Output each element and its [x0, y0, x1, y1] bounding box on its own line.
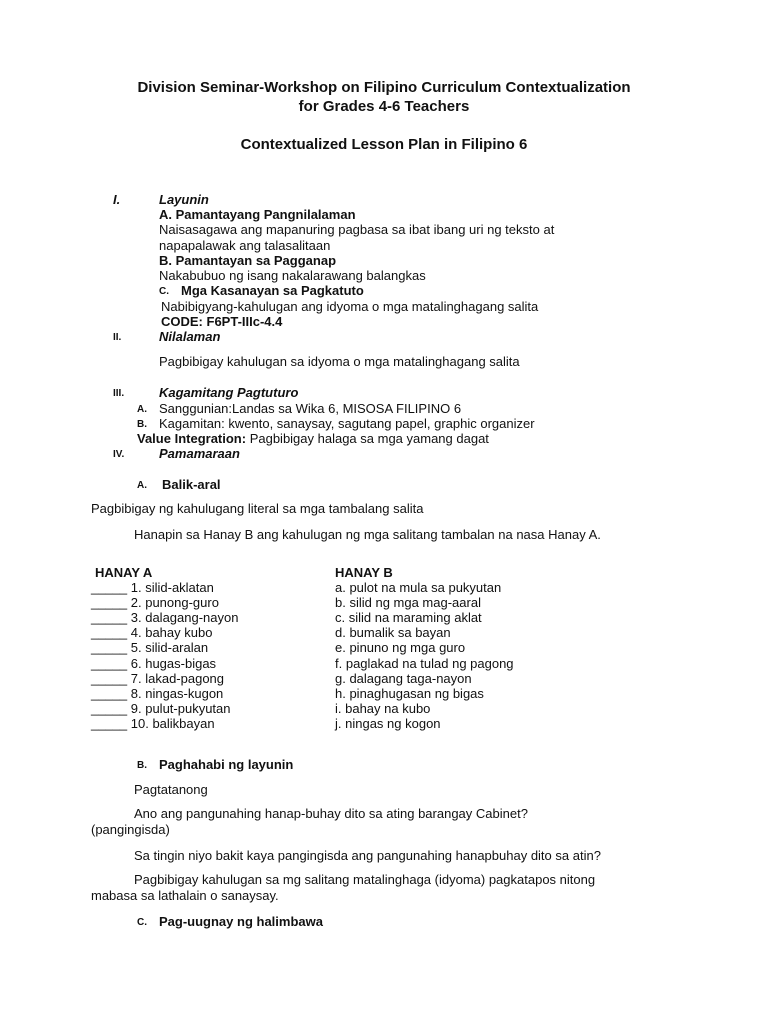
question1-text: Ano ang pangunahing hanap-buhay dito sa ating barangay Cabinet? [134, 806, 528, 821]
hanay-b-item: b. silid ng mga mag-aaral [335, 595, 481, 611]
paghahabi-label: Paghahabi ng layunin [159, 757, 294, 772]
hanay-a-item: _____ 7. lakad-pagong [91, 670, 225, 686]
pagbibigay-text-line1: Pagbibigay kahulugan sa mg salitang matalinghaga (idyoma) pagkatapos nitong [134, 872, 596, 887]
section2-text: Pagbibigay kahulugan sa idyoma o mga matalinghagang salita [159, 354, 520, 369]
pagtatanong-text: Pagtatanong [134, 782, 208, 797]
value-integration [137, 431, 489, 446]
section4-a-number: A. [137, 480, 147, 491]
section1-c-text: Nabibigyang-kahulugan ang idyoma o mga matalinghagang salita [161, 299, 539, 314]
section2-number: II. [113, 332, 122, 343]
document-title-line2: for Grades 4-6 Teachers [298, 98, 470, 115]
value-integration-text: Pagbibigay halaga sa mga yamang dagat [246, 431, 489, 446]
section4-title: Pamamaraan [159, 446, 240, 461]
hanay-a-item: _____ 4. bahay kubo [91, 625, 213, 641]
section1-number: I. [113, 192, 121, 207]
hanay-a-item: _____ 10. balikbayan [91, 715, 215, 731]
sectionC-number: C. [137, 917, 147, 928]
hanay-b-item: d. bumalik sa bayan [335, 625, 451, 641]
balik-aral-label: Balik-aral [162, 477, 221, 492]
hanay-b-item: a. pulot na mula sa pukyutan [335, 580, 502, 595]
hanay-a-item: _____ 9. pulut-pukyutan [91, 700, 231, 716]
section1-c-label: Mga Kasanayan sa Pagkatuto [181, 283, 364, 298]
hanay-b-item: e. pinuno ng mga guro [335, 640, 466, 656]
hanay-b-header: HANAY B [335, 565, 393, 580]
hanay-instruction: Hanapin sa Hanay B ang kahulugan ng mga salitang tambalan na nasa Hanay A. [134, 527, 601, 542]
hanay-a-item: _____ 8. ningas-kugon [91, 685, 224, 701]
section3-title: Kagamitang Pagtuturo [159, 385, 299, 400]
hanay-a-item: _____ 5. silid-aralan [91, 640, 209, 656]
value-integration-label: Value Integration: [137, 431, 247, 446]
hanay-b-item: i. bahay na kubo [335, 700, 431, 716]
hanay-b-item: g. dalagang taga-nayon [335, 670, 472, 686]
pagbibigay-text-line2: mabasa sa lathalain o sanaysay. [91, 888, 279, 903]
section1-b-label: B. Pamantayan sa Pagganap [159, 253, 337, 268]
section3-a-text: Sanggunian:Landas sa Wika 6, MISOSA FILIPINO 6 [159, 401, 462, 416]
document-subtitle: Contextualized Lesson Plan in Filipino 6 [240, 136, 528, 153]
question1-answer: (pangingisda) [91, 822, 170, 837]
section1-c-number: C. [159, 286, 169, 297]
hanay-b-item: c. silid na maraming aklat [335, 610, 482, 626]
document-title-line1: Division Seminar-Workshop on Filipino Curriculum Contextualization [137, 79, 631, 96]
section3-b-text: Kagamitan: kwento, sanaysay, sagutang papel, graphic organizer [159, 416, 535, 431]
balik-aral-text: Pagbibigay ng kahulugang literal sa mga tambalang salita [91, 501, 424, 516]
section1-a-label: A. Pamantayang Pangnilalaman [159, 207, 356, 222]
hanay-a-header: HANAY A [95, 565, 153, 580]
hanay-b-item: j. ningas ng kogon [335, 715, 441, 731]
section1-a-text-line1: Naisasagawa ang mapanuring pagbasa sa ibat ibang uri ng teksto at [159, 222, 555, 237]
hanay-a-item: _____ 1. silid-aklatan [91, 580, 214, 595]
hanay-a-item: _____ 6. hugas-bigas [91, 655, 217, 671]
section1-a-text-line2: napapalawak ang talasalitaan [159, 238, 331, 253]
hanay-a-item: _____ 3. dalagang-nayon [91, 610, 239, 626]
competency-code: CODE: F6PT-IIIc-4.4 [161, 314, 283, 329]
pag-uugnay-label: Pag-uugnay ng halimbawa [159, 914, 323, 929]
section3-a-number: A. [137, 404, 147, 415]
section4-number: IV. [113, 449, 125, 460]
sectionB-number: B. [137, 760, 147, 771]
section2-title: Nilalaman [159, 329, 221, 344]
question2-text: Sa tingin niyo bakit kaya pangingisda ang pangunahing hanapbuhay dito sa atin? [134, 848, 601, 863]
section1-b-text: Nakabubuo ng isang nakalarawang balangkas [159, 268, 426, 283]
hanay-b-item: h. pinaghugasan ng bigas [335, 685, 484, 701]
section3-number: III. [113, 388, 125, 399]
section1-title: Layunin [159, 192, 209, 207]
hanay-b-item: f. paglakad na tulad ng pagong [335, 655, 514, 671]
section3-b-number: B. [137, 419, 147, 430]
hanay-a-item: _____ 2. punong-guro [91, 595, 219, 611]
